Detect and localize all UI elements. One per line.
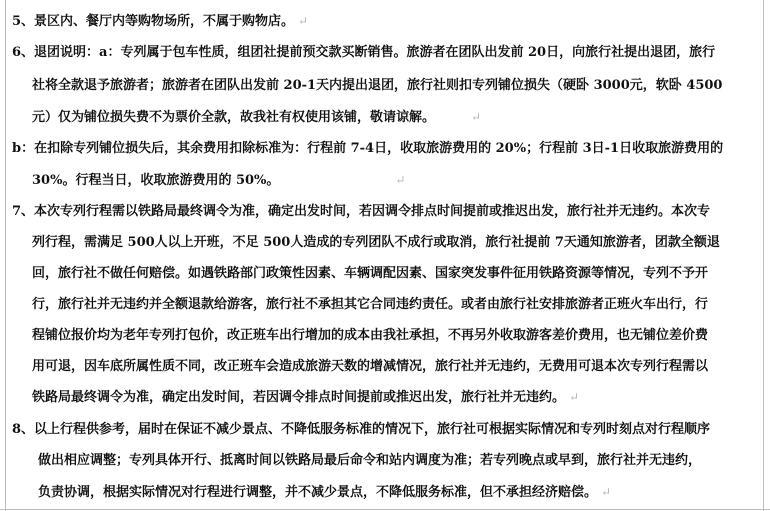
bottom-border-line bbox=[0, 509, 770, 510]
paragraph-mark: ↵ bbox=[471, 110, 482, 124]
line-text: 社将全款退予旅游者；旅游者在团队出发前 20-1天内提出退团，旅行社则扣专列铺位损失（硬卧 3000元，软卧 4500 bbox=[32, 78, 723, 93]
paragraph-line-7e bbox=[32, 322, 708, 350]
paragraph-line-6a bbox=[12, 39, 715, 67]
line-text: 回，旅行社不做任何赔偿。如遇铁路部门政策性因素、车辆调配因素、国家突发事件征用铁路资源等情况，专列不予开 bbox=[32, 266, 709, 281]
line-text: 列行程，需满足 500人以上开班，不足 500人造成的专列团队不成行或取消，旅行社提前 7天通知旅游者，团款全额退 bbox=[32, 235, 720, 250]
paragraph-line-7g bbox=[32, 383, 579, 411]
paragraph-line-8b bbox=[38, 447, 701, 475]
paragraph-line-5 bbox=[12, 7, 308, 35]
paragraph-line-b2 bbox=[32, 166, 405, 194]
line-text: 用可退，因车底所属性质不同，改正班车会造成旅游天数的增减情况，旅行社并无违约，无费用可退本次专列行程需以 bbox=[32, 359, 709, 374]
paragraph-mark: ↵ bbox=[569, 390, 580, 404]
paragraph-mark: ↵ bbox=[395, 173, 406, 187]
line-text: 铁路局最终调令为准，确定出发时间，若因调令排点时间提前或推迟出发，旅行社并无违约。 bbox=[32, 390, 566, 405]
line-text: 做出相应调整；专列具体开行、抵离时间以铁路局最后命令和站内调度为准；若专列晚点或早到，旅行社并无违约， bbox=[38, 453, 702, 468]
paragraph-mark: ↵ bbox=[298, 14, 309, 28]
right-border-line bbox=[763, 0, 764, 511]
line-text: 元）仅为铺位损失费不为票价全款，故我社有权使用该铺，敬请谅解。 bbox=[32, 110, 436, 125]
line-text: 程铺位报价均为老年专列打包价，改正班车出行增加的成本由我社承担，不再另外收取游客差价费用，也无铺位差价费 bbox=[32, 328, 709, 343]
paragraph-line-b1 bbox=[12, 135, 723, 163]
line-text: 5、景区内、餐厅内等购物场所，不属于购物店。 bbox=[12, 14, 295, 29]
line-text: 30%。行程当日，收取旅游费用的 50%。 bbox=[32, 173, 280, 188]
line-text: 行，旅行社并无违约并全额退款给游客，旅行社不承担其它合同违约责任。或者由旅行社安排旅游者正班火车出行，行 bbox=[32, 297, 709, 312]
paragraph-line-7f bbox=[32, 353, 708, 381]
paragraph-line-7a bbox=[12, 198, 710, 226]
paragraph-line-8c bbox=[38, 478, 611, 506]
paragraph-line-7b bbox=[32, 229, 720, 257]
paragraph-line-6c bbox=[32, 103, 481, 131]
paragraph-line-7d bbox=[32, 291, 708, 319]
line-text: b：在扣除专列铺位损失后，其余费用扣除标准为：行程前 7-4日，收取旅游费用的 20%；行程前 3日-1日收取旅游费用的 bbox=[12, 141, 724, 156]
paragraph-line-6b bbox=[32, 72, 722, 100]
paragraph-line-8a bbox=[12, 416, 710, 444]
line-text: 8、以上行程供参考，届时在保证不减少景点、不降低服务标准的情况下，旅行社可根据实际情况和专列时刻点对行程顺序 bbox=[12, 422, 711, 437]
line-text: 负责协调，根据实际情况对行程进行调整，并不减少景点，不降低服务标准，但不承担经济赔偿。 bbox=[38, 485, 598, 500]
paragraph-mark: ↵ bbox=[601, 485, 612, 499]
line-text: 7、本次专列行程需以铁路局最终调令为准，确定出发时间，若因调令排点时间提前或推迟出发，旅行社并无违约。本次专 bbox=[12, 204, 711, 219]
line-text: 6、退团说明：a：专列属于包车性质，组团社提前预交款买断销售。旅游者在团队出发前 20日，向旅行社提出退团，旅行 bbox=[12, 45, 716, 60]
left-border-line bbox=[5, 0, 6, 511]
paragraph-line-7c bbox=[32, 260, 708, 288]
